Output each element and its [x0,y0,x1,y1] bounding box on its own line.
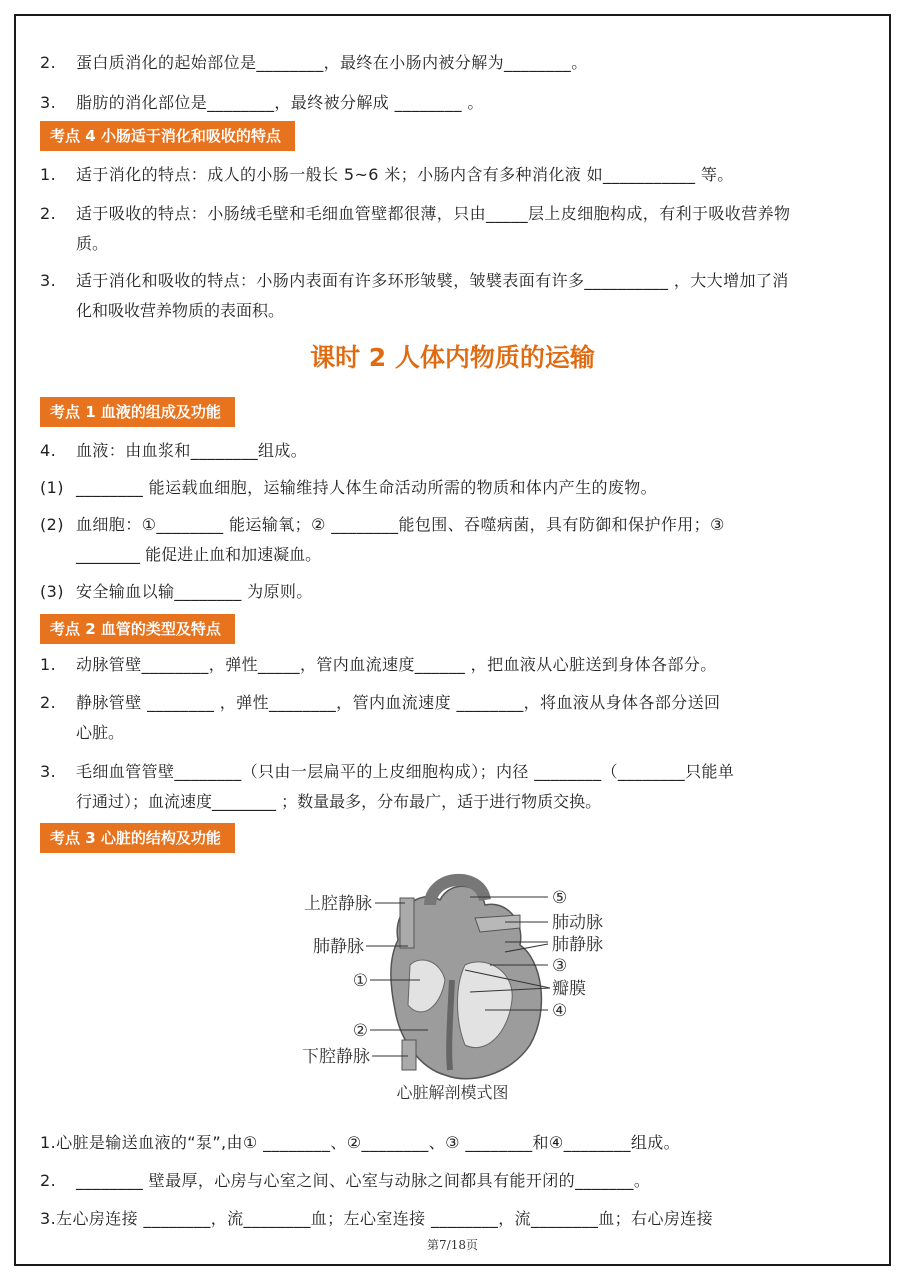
label-inferior-vena-cava: 下腔静脉 [302,1047,370,1067]
item-number: 2. [40,53,57,72]
section-tag-blood: 考点 1 血液的组成及功能 [40,397,235,427]
question-vein [40,688,865,718]
item-number: 2. [40,693,57,712]
superior-vena-cava-shape [400,898,414,948]
item-number: 3. [40,93,57,112]
label-pulmonary-vein-left: 肺静脉 [313,937,364,957]
question-capillary [40,757,865,787]
label-valve: 瓣膜 [552,979,586,999]
item-text: 血细胞：①________ 能运输氧；② ________能包围、吞噬病菌，具有防御和保护作用；③ [76,515,725,534]
item-number: (1) [40,478,64,497]
item-continuation: 行通过）；血流速度________ ；数量最多，分布最广，适于进行物质交换。 [76,792,602,811]
lesson-title: 课时 2 人体内物质的运输 [310,343,595,372]
question-plasma [40,473,865,503]
item-text: 静脉管壁 ________ ，弹性________，管内血流速度 ________，将血液从身体各部分送回 [76,693,721,712]
question-protein [40,48,865,78]
item-text: 血液：由血浆和________组成。 [76,441,308,460]
item-text: ________ 壁最厚，心房与心室之间、心室与动脉之间都具有能开闭的_______。 [76,1171,651,1190]
page-number: 第7/18页 [427,1238,478,1252]
question-absorption-feature [40,199,865,229]
label-vessel-5: ⑤ [552,888,568,908]
section-tag-vessels: 考点 2 血管的类型及特点 [40,614,235,644]
section-tag-small-intestine: 考点 4 小肠适于消化和吸收的特点 [40,121,295,151]
item-continuation: ________ 能促进止血和加速凝血。 [76,545,322,564]
item-text: 适于消化和吸收的特点：小肠内表面有许多环形皱襞，皱襞表面有许多__________ ，大大增加了消 [76,271,789,290]
item-text: 蛋白质消化的起始部位是________，最终在小肠内被分解为________。 [76,53,588,72]
question-fat [40,88,865,118]
item-number: 3. [40,271,57,290]
item-text: 适于吸收的特点：小肠绒毛壁和毛细血管壁都很薄，只由_____层上皮细胞构成，有利于吸收营养物 [76,204,791,223]
item-continuation: 化和吸收营养物质的表面积。 [76,301,285,320]
question-blood [40,436,865,466]
question-heart-connections [40,1204,865,1234]
section-tag-heart: 考点 3 心脏的结构及功能 [40,823,235,853]
label-chamber-2: ② [352,1021,368,1041]
item-text: 适于消化的特点：成人的小肠一般长 5~6 米；小肠内含有多种消化液 如___________ 等。 [76,165,734,184]
item-number: 3. [40,762,57,781]
label-chamber-4: ④ [552,1001,568,1021]
item-text: 毛细血管管壁________（只由一层扁平的上皮细胞构成）；内径 ________（________只能单 [76,762,735,781]
question-heart-chambers [40,1128,865,1158]
label-chamber-3: ③ [552,956,568,976]
ventricle-septum [449,980,452,1070]
question-surface-area [40,266,865,296]
figure-caption: 心脏解剖模式图 [396,1083,509,1102]
question-heart-wall [40,1166,865,1196]
item-number: 2. [40,1171,57,1190]
item-text: 脂肪的消化部位是________，最终被分解成 ________ 。 [76,93,484,112]
item-number: 4. [40,441,57,460]
item-text: 3.左心房连接 ________，流________血；左心室连接 ________，流________血；右心房连接 [40,1209,714,1228]
item-number: (2) [40,515,64,534]
question-artery [40,650,865,680]
inferior-vena-cava-shape [402,1040,416,1070]
label-chamber-1: ① [352,971,368,991]
item-number: (3) [40,582,64,601]
item-text: 1.心脏是输送血液的“泵”,由① ________、②________、③ ________和④________组成。 [40,1133,681,1152]
item-continuation: 质。 [76,234,109,253]
label-superior-vena-cava: 上腔静脉 [304,894,372,914]
heart-diagram [280,870,620,1110]
question-digestion-feature [40,160,865,190]
item-text: 安全输血以输________ 为原则。 [76,582,313,601]
item-number: 1. [40,165,57,184]
label-pulmonary-vein-right: 肺静脉 [552,935,603,955]
label-pulmonary-artery: 肺动脉 [552,913,603,933]
item-number: 1. [40,655,57,674]
item-text: ________ 能运载血细胞，运输维持人体生命活动所需的物质和体内产生的废物。 [76,478,658,497]
question-transfusion [40,577,865,607]
item-text: 动脉管壁________，弹性_____，管内血流速度______ ，把血液从心脏送到身体各部分。 [76,655,717,674]
item-number: 2. [40,204,57,223]
item-continuation: 心脏。 [76,723,125,742]
question-blood-cells [40,510,865,540]
